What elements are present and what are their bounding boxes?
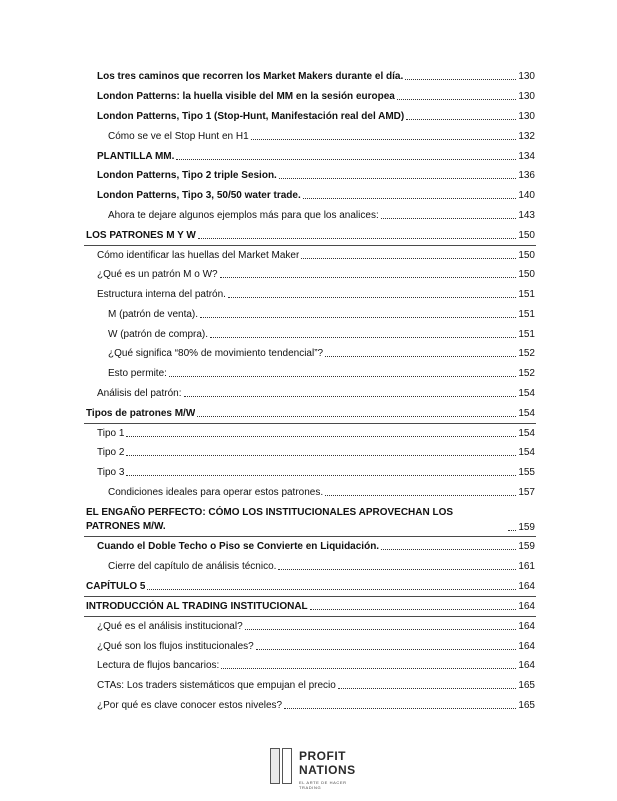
logo-line-1: PROFIT <box>299 749 346 763</box>
toc-leader <box>279 178 516 179</box>
toc-leader <box>301 258 516 259</box>
divider <box>84 616 536 617</box>
toc-entry-page: 152 <box>518 368 535 379</box>
toc-entry-title: Tipo 1 <box>97 428 125 439</box>
toc-entry-page: 159 <box>518 522 535 533</box>
toc-entry[interactable] <box>108 367 535 380</box>
toc-entry-page: 134 <box>518 151 535 162</box>
toc-entry-page: 159 <box>518 541 535 552</box>
toc-entry-page: 136 <box>518 170 535 181</box>
toc-entry-title: Tipos de patrones M/W <box>86 408 196 419</box>
toc-entry-page: 165 <box>518 700 535 711</box>
toc-entry[interactable] <box>97 150 535 163</box>
logo-line-2: NATIONS <box>299 763 356 777</box>
toc-leader <box>508 530 516 531</box>
toc-entry-page: 161 <box>518 561 535 572</box>
toc-entry-title: London Patterns, Tipo 2 triple Sesion. <box>97 170 277 181</box>
toc-leader <box>325 356 516 357</box>
toc-entry[interactable] <box>97 427 535 440</box>
toc-entry-title: ¿Qué es un patrón M o W? <box>97 269 218 280</box>
toc-entry[interactable] <box>108 130 535 143</box>
logo-wordmark <box>299 749 356 777</box>
toc-entry[interactable] <box>86 580 535 593</box>
toc-entry-page: 132 <box>518 131 535 142</box>
toc-entry-title: Lectura de flujos bancarios: <box>97 660 220 671</box>
toc-entry-title: PLANTILLA MM. <box>97 151 175 162</box>
toc-entry-page: 164 <box>518 641 535 652</box>
toc-entry-title: Tipo 3 <box>97 467 125 478</box>
toc-entry[interactable] <box>97 268 535 281</box>
toc-entry-page: 154 <box>518 447 535 458</box>
toc-entry[interactable] <box>97 90 535 103</box>
toc-leader <box>405 79 516 80</box>
toc-entry[interactable] <box>108 209 535 222</box>
toc-entry[interactable] <box>97 169 535 182</box>
toc-entry-page: 151 <box>518 309 535 320</box>
toc-leader <box>184 396 517 397</box>
toc-leader <box>228 297 516 298</box>
toc-entry-title: London Patterns, Tipo 1 (Stop-Hunt, Manifestación real del AMD) <box>97 111 405 122</box>
toc-leader <box>325 495 516 496</box>
toc-entry[interactable] <box>97 189 535 202</box>
toc-entry[interactable] <box>97 110 535 123</box>
toc-leader <box>303 198 517 199</box>
toc-entry-page: 130 <box>518 71 535 82</box>
toc-entry[interactable] <box>108 308 535 321</box>
toc-entry[interactable] <box>97 387 535 400</box>
divider <box>84 596 536 597</box>
toc-entry-title: London Patterns, Tipo 3, 50/50 water trade. <box>97 190 301 201</box>
toc-entry-title: INTRODUCCIÓN AL TRADING INSTITUCIONAL <box>86 601 308 612</box>
toc-entry[interactable] <box>97 540 535 553</box>
toc-leader <box>126 436 516 437</box>
toc-leader <box>338 688 517 689</box>
toc-entry-page: 150 <box>518 230 535 241</box>
toc-leader <box>200 317 516 318</box>
toc-leader <box>310 609 517 610</box>
toc-leader <box>406 119 516 120</box>
divider <box>84 245 536 246</box>
toc-entry-page: 164 <box>518 621 535 632</box>
toc-entry-page: 152 <box>518 348 535 359</box>
toc-entry-page: 130 <box>518 91 535 102</box>
toc-leader <box>176 159 516 160</box>
toc-entry-page: 150 <box>518 269 535 280</box>
toc-entry-title: Tipo 2 <box>97 447 125 458</box>
logo-mark-icon <box>268 748 294 784</box>
toc-entry[interactable] <box>97 446 535 459</box>
toc-entry-page: 130 <box>518 111 535 122</box>
toc-entry-page: 143 <box>518 210 535 221</box>
toc-entry-page: 157 <box>518 487 535 498</box>
toc-leader <box>397 99 516 100</box>
toc-entry-title: Cierre del capítulo de análisis técnico. <box>108 561 277 572</box>
toc-entry-page: 154 <box>518 408 535 419</box>
divider <box>84 536 536 537</box>
toc-entry[interactable] <box>97 640 535 653</box>
toc-entry-page: 154 <box>518 428 535 439</box>
toc-entry[interactable] <box>108 486 535 499</box>
toc-entry-title: Estructura interna del patrón. <box>97 289 226 300</box>
toc-leader <box>256 649 517 650</box>
toc-entry-title: Cómo identificar las huellas del Market Maker <box>97 250 300 261</box>
toc-leader <box>169 376 516 377</box>
toc-leader <box>147 589 516 590</box>
toc-leader <box>278 569 516 570</box>
toc-entry[interactable] <box>97 70 535 83</box>
toc-entry[interactable] <box>97 699 535 712</box>
toc-leader <box>126 455 516 456</box>
toc-entry-title: Condiciones ideales para operar estos patrones. <box>108 487 324 498</box>
toc-entry-title: Los tres caminos que recorren los Market Makers durante el día. <box>97 71 404 82</box>
toc-entry-title: LOS PATRONES M Y W <box>86 230 196 241</box>
toc-entry[interactable] <box>97 249 535 262</box>
toc-entry[interactable] <box>97 620 535 633</box>
toc-entry-title: ¿Por qué es clave conocer estos niveles? <box>97 700 283 711</box>
toc-leader <box>284 708 516 709</box>
toc-entry-page: 140 <box>518 190 535 201</box>
toc-leader <box>197 416 516 417</box>
toc-entry[interactable] <box>108 347 535 360</box>
toc-entry[interactable] <box>97 659 535 672</box>
profit-nations-logo <box>268 746 368 792</box>
toc-leader <box>221 668 516 669</box>
toc-entry-title: M (patrón de venta). <box>108 309 199 320</box>
toc-entry[interactable] <box>97 288 535 301</box>
toc-entry[interactable] <box>97 466 535 479</box>
toc-entry-title: EL ENGAÑO PERFECTO: CÓMO LOS INSTITUCIONALES APROVECHAN LOS PATRONES M/W. <box>86 507 454 532</box>
toc-entry[interactable] <box>86 407 535 420</box>
toc-leader <box>381 218 517 219</box>
toc-entry-page: 165 <box>518 680 535 691</box>
toc-entry-title: W (patrón de compra). <box>108 329 209 340</box>
toc-entry-title: Cuando el Doble Techo o Piso se Convierte en Liquidación. <box>97 541 380 552</box>
toc-entry-page: 164 <box>518 601 535 612</box>
toc-entry[interactable] <box>86 506 535 534</box>
toc-entry-page: 154 <box>518 388 535 399</box>
toc-leader <box>198 238 516 239</box>
toc-entry-title: London Patterns: la huella visible del MM en la sesión europea <box>97 91 395 102</box>
toc-entry[interactable] <box>97 679 535 692</box>
toc-entry[interactable] <box>86 229 535 242</box>
toc-entry-title: Ahora te dejare algunos ejemplos más para que los analices: <box>108 210 379 221</box>
toc-leader <box>210 337 516 338</box>
toc-entry-title: ¿Qué significa “80% de movimiento tendencial”? <box>108 348 324 359</box>
toc-entry-page: 151 <box>518 329 535 340</box>
toc-entry[interactable] <box>108 328 535 341</box>
divider <box>84 423 536 424</box>
toc-entry-title: Análisis del patrón: <box>97 388 182 399</box>
toc-entry-title: ¿Qué son los flujos institucionales? <box>97 641 254 652</box>
toc-entry-page: 150 <box>518 250 535 261</box>
toc-leader <box>126 475 516 476</box>
toc-entry-page: 151 <box>518 289 535 300</box>
toc-entry[interactable] <box>86 600 535 613</box>
toc-leader <box>381 549 516 550</box>
toc-entry-page: 155 <box>518 467 535 478</box>
toc-entry-title: CTAs: Los traders sistemáticos que empujan el precio <box>97 680 336 691</box>
toc-entry-title: Esto permite: <box>108 368 167 379</box>
toc-entry-page: 164 <box>518 660 535 671</box>
toc-entry[interactable] <box>108 560 535 573</box>
toc-entry-title: CAPÍTULO 5 <box>86 581 146 592</box>
toc-entry-title: ¿Qué es el análisis institucional? <box>97 621 243 632</box>
logo-tagline: EL ARTE DE HACER TRADING <box>299 780 347 790</box>
toc-entry-title: Cómo se ve el Stop Hunt en H1 <box>108 131 249 142</box>
toc-leader <box>220 277 517 278</box>
toc-leader <box>245 629 517 630</box>
toc-entry-page: 164 <box>518 581 535 592</box>
toc-leader <box>251 139 517 140</box>
